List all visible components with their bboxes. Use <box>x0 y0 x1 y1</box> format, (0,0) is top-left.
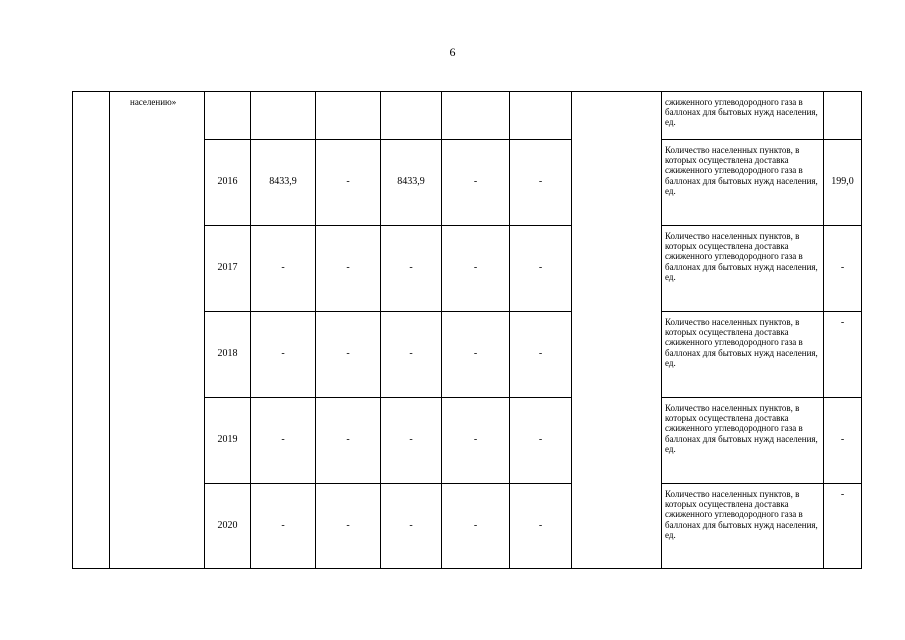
num-cell: - <box>251 484 316 569</box>
num-cell: - <box>316 398 381 484</box>
year-cell: 2020 <box>205 484 251 569</box>
num-cell: - <box>442 484 510 569</box>
value-cell: - <box>824 312 862 398</box>
indicator-cell: Количество населенных пунктов, в которых осуществлена доставка сжиженного углеводородного газа в баллонах для бытовых нужд населения, ед. <box>662 484 824 569</box>
value-cell: 199,0 <box>824 140 862 226</box>
indicator-cell: Количество населенных пунктов, в которых осуществлена доставка сжиженного углеводородного газа в баллонах для бытовых нужд населения, ед. <box>662 398 824 484</box>
num-cell: - <box>381 484 442 569</box>
index-cell <box>73 92 110 569</box>
num-cell: - <box>251 398 316 484</box>
program-name-cell: населению» <box>110 92 205 569</box>
num-cell: - <box>510 398 572 484</box>
indicator-cell: сжиженного углеводородного газа в баллонах для бытовых нужд населения, ед. <box>662 92 824 140</box>
num-cell: - <box>381 226 442 312</box>
indicator-cell: Количество населенных пунктов, в которых осуществлена доставка сжиженного углеводородного газа в баллонах для бытовых нужд населения, ед. <box>662 312 824 398</box>
program-table <box>72 91 862 569</box>
num-cell: - <box>381 312 442 398</box>
num-cell <box>381 92 442 140</box>
year-cell <box>205 92 251 140</box>
executor-cell <box>572 92 662 569</box>
num-cell <box>510 92 572 140</box>
num-cell: - <box>442 312 510 398</box>
num-cell: - <box>316 140 381 226</box>
num-cell: - <box>510 484 572 569</box>
num-cell <box>251 92 316 140</box>
num-cell: - <box>442 398 510 484</box>
num-cell: - <box>442 140 510 226</box>
page-number: 6 <box>449 45 456 59</box>
year-cell: 2017 <box>205 226 251 312</box>
year-cell: 2019 <box>205 398 251 484</box>
num-cell: - <box>381 398 442 484</box>
table-row <box>73 92 862 140</box>
year-cell: 2018 <box>205 312 251 398</box>
num-cell: 8433,9 <box>381 140 442 226</box>
num-cell: - <box>510 312 572 398</box>
num-cell: 8433,9 <box>251 140 316 226</box>
value-cell <box>824 92 862 140</box>
year-cell: 2016 <box>205 140 251 226</box>
num-cell: - <box>510 226 572 312</box>
num-cell: - <box>316 312 381 398</box>
num-cell: - <box>251 226 316 312</box>
value-cell: - <box>824 398 862 484</box>
value-cell: - <box>824 226 862 312</box>
value-cell: - <box>824 484 862 569</box>
num-cell: - <box>316 226 381 312</box>
indicator-cell: Количество населенных пунктов, в которых осуществлена доставка сжиженного углеводородного газа в баллонах для бытовых нужд населения, ед. <box>662 226 824 312</box>
num-cell: - <box>442 226 510 312</box>
num-cell: - <box>510 140 572 226</box>
indicator-cell: Количество населенных пунктов, в которых осуществлена доставка сжиженного углеводородного газа в баллонах для бытовых нужд населения, ед. <box>662 140 824 226</box>
num-cell: - <box>251 312 316 398</box>
num-cell: - <box>316 484 381 569</box>
num-cell <box>442 92 510 140</box>
num-cell <box>316 92 381 140</box>
